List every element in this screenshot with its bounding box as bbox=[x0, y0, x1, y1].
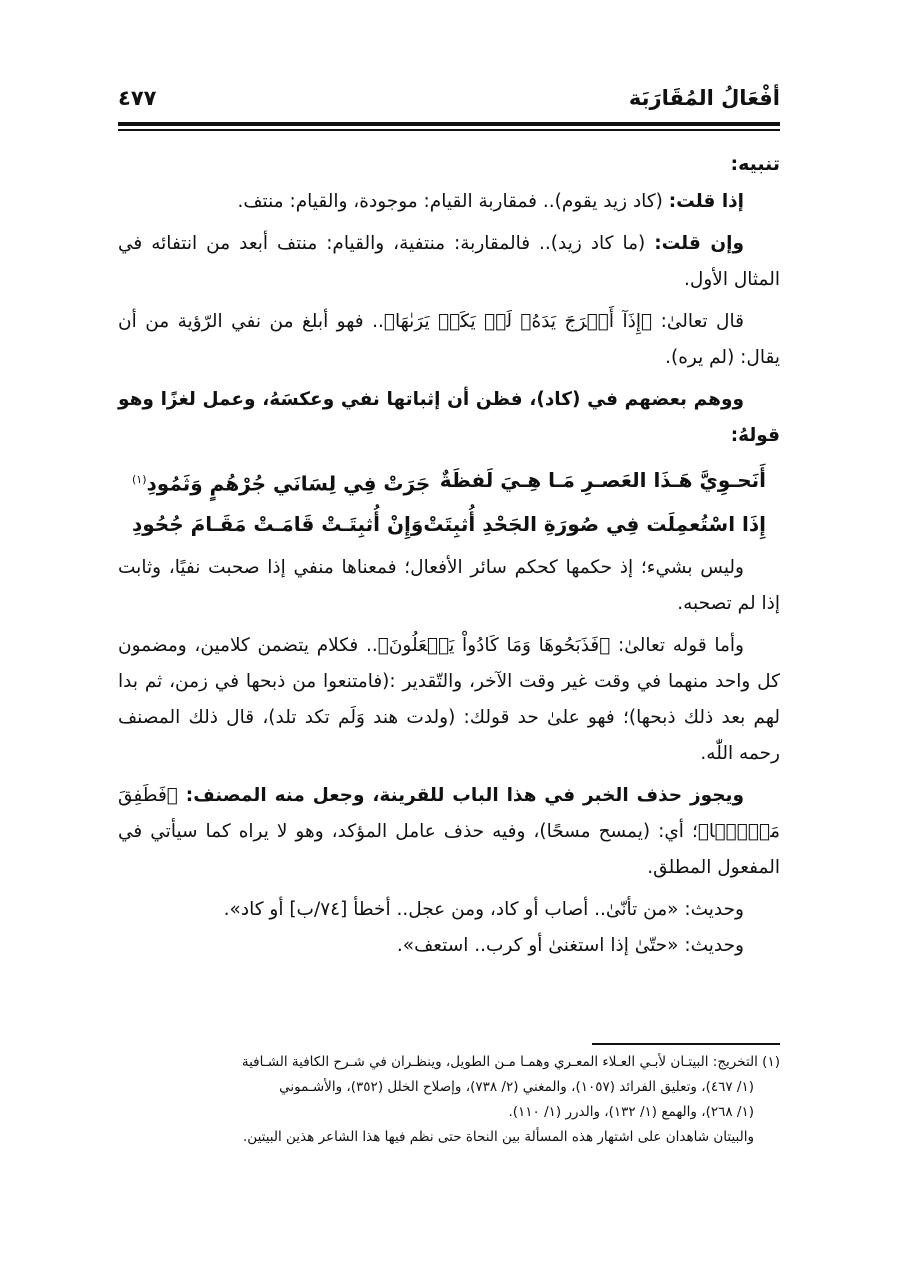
verse-2-first-hemistich: إِذَا اسْتُعمِلَت فِي صُورَةِ الجَحْدِ أُثبِتَتْ bbox=[423, 511, 766, 536]
paragraph-3 bbox=[118, 304, 780, 376]
verse-1-first-hemistich: أَنَحـوِيَّ هَـذَا العَصـرِ مَـا هِـيَ لَفظَةٌ bbox=[439, 468, 766, 492]
paragraph-1-text: (كاد زيد يقوم).. فمقاربة القيام: موجودة، والقيام: منتف. bbox=[237, 191, 669, 212]
paragraph-2-term: وإن قلت: bbox=[654, 233, 744, 254]
paragraph-8: وحديث: «من تأنّىٰ.. أصاب أو كاد، ومن عجل.. أخطأ [٧٤/ب] أو كاد». bbox=[223, 898, 744, 920]
footnote-1-note: والبيتان شاهدان على اشتهار هذه المسألة بين النحاة حتى نظم فيها هذا الشاعر هذين البيتين. bbox=[243, 1129, 754, 1145]
paragraph-6-text: .. فكلام يتضمن كلامين، ومضمون كل واحد منهما في وقت غير وقت الآخر، والتّقدير :(فامتنعوا من ذبحها في زمن، ثم بدا لهم بعد ذلك ذبحها)؛ فهو علىٰ حد قولك: (ولدت هند وَلَم تكد تلد)، قال ذلك المصنف رحمه اللّٰه. bbox=[118, 634, 780, 764]
quran-quote-3: ﴿فَطَفِقَ مَسۡحَۢا﴾ bbox=[118, 784, 780, 842]
paragraph-1-term: إذا قلت: bbox=[668, 191, 744, 212]
footnote-marker-1: (١) bbox=[132, 473, 147, 486]
quran-quote-1: ﴿إِذَآ أَخۡرَجَ يَدَهُۥ لَمۡ يَكَدۡ يَرَىٰهَا﴾ bbox=[383, 311, 653, 332]
running-title: أفْعَالُ المُقَارَبَة bbox=[628, 86, 780, 110]
header-rule-thin bbox=[118, 129, 780, 131]
paragraph-7-text: ؛ أي: (يمسح مسحًا)، وفيه حذف عامل المؤكد، وهو لا يراه كما سيأتي في المفعول المطلق. bbox=[118, 820, 780, 878]
paragraph-9: وحديث: «حتّىٰ إذا استغنىٰ أو كرب.. استعف». bbox=[396, 934, 744, 956]
footnotes bbox=[118, 1050, 780, 1150]
page-number: ٤٧٧ bbox=[118, 86, 157, 110]
page-header bbox=[118, 86, 780, 120]
footnote-1-line-2: (١/ ٤٦٧)، وتعليق الفرائد (١٠٥٧)، والمغني (٢/ ٧٣٨)، وإصلاح الخلل (٣٥٢)، والأشـموني bbox=[279, 1079, 754, 1095]
verse-line-2 bbox=[118, 504, 780, 544]
paragraph-6-intro: وأما قوله تعالىٰ: bbox=[610, 634, 744, 656]
main-text bbox=[118, 146, 780, 970]
footnote-1-line-3: (١/ ٢٦٨)، والهمع (١/ ١٣٢)، والدرر (١/ ١١٠). bbox=[508, 1104, 754, 1120]
paragraph-3-text: .. فهو أبلغ من نفي الرّؤية من أن يقال: (لم يره). bbox=[118, 311, 780, 368]
paragraph-6 bbox=[118, 628, 780, 772]
paragraph-3-intro: قال تعالىٰ: bbox=[652, 311, 744, 332]
quran-quote-2: ﴿فَذَبَحُوهَا وَمَا كَادُواْ يَفۡعَلُونَ﴾ bbox=[377, 634, 611, 656]
paragraph-2 bbox=[118, 226, 780, 298]
section-heading: تنبيه: bbox=[730, 153, 780, 175]
verse-1-second-hemistich bbox=[132, 460, 430, 504]
paragraph-4: ووهم بعضهم في (كاد)، فظن أن إثباتها نفي وعكسَهُ، وعمل لغزًا وهو قولهُ: bbox=[118, 389, 780, 446]
paragraph-7-term: ويجوز حذف الخبر في هذا الباب للقرينة، وجعل منه المصنف: bbox=[177, 784, 744, 806]
footnote-separator bbox=[592, 1043, 780, 1045]
paragraph-1 bbox=[118, 184, 780, 220]
verse-1-second-text: جَرَتْ فِي لِسَانَي جُرْهُمٍ وَثَمُودِ bbox=[146, 471, 431, 496]
paragraph-5: وليس بشيء؛ إذ حكمها كحكم سائر الأفعال؛ فمعناها منفي إذا صحبت نفيًا، وثابت إذا لم تصحبه. bbox=[118, 556, 780, 614]
header-rule-thick bbox=[118, 122, 780, 126]
paragraph-2-text: (ما كاد زيد).. فالمقاربة: منتفية، والقيام: منتف أبعد من انتفائه في المثال الأول. bbox=[118, 233, 780, 290]
footnote-1-line-1: (١) التخريج: البيتـان لأبـي العـلاء المعـري وهمـا مـن الطويل، وينظـران في شـرح الكافية الشـافية bbox=[241, 1054, 780, 1070]
verse-2-second-hemistich: وَإِنْ أُثبِتَـتْ قَامَـتْ مَقَـامَ جُحُودِ bbox=[132, 511, 424, 536]
paragraph-7 bbox=[118, 778, 780, 886]
verse-line-1 bbox=[118, 460, 780, 504]
